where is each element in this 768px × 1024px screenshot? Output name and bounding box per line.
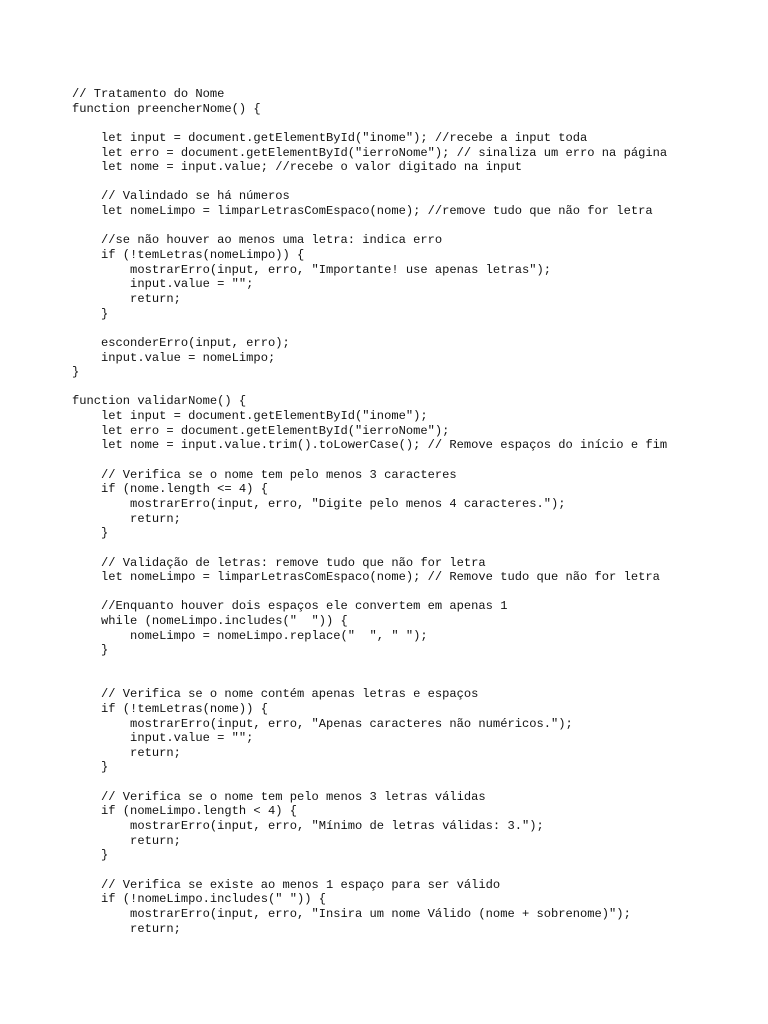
code-line: // Validação de letras: remove tudo que não for letra	[72, 555, 486, 570]
code-line: //se não houver ao menos uma letra: indica erro	[72, 233, 443, 248]
code-line: mostrarErro(input, erro, "Apenas caracteres não numéricos.");	[72, 716, 573, 731]
code-line: let nomeLimpo = limparLetrasComEspaco(nome); //remove tudo que não for letra	[72, 204, 653, 219]
code-line: let nomeLimpo = limparLetrasComEspaco(nome); // Remove tudo que não for letra	[72, 570, 660, 585]
code-line: input.value = "";	[72, 731, 254, 746]
code-line: return;	[72, 833, 181, 848]
code-line: mostrarErro(input, erro, "Mínimo de letras válidas: 3.");	[72, 819, 544, 834]
code-line: //Enquanto houver dois espaços ele convertem em apenas 1	[72, 599, 508, 614]
code-line: }	[72, 643, 109, 658]
code-line: return;	[72, 511, 181, 526]
code-listing	[72, 87, 667, 936]
code-line: }	[72, 760, 109, 775]
code-line: esconderErro(input, erro);	[72, 335, 290, 350]
code-line: }	[72, 365, 80, 380]
code-line: return;	[72, 921, 181, 936]
code-line	[72, 321, 667, 336]
code-line: function preencherNome() {	[72, 101, 261, 116]
code-line: mostrarErro(input, erro, "Insira um nome Válido (nome + sobrenome)");	[72, 906, 631, 921]
code-line: let nome = input.value.trim().toLowerCase(); // Remove espaços do início e fim	[72, 438, 668, 453]
code-line	[72, 673, 667, 688]
code-line	[72, 585, 667, 600]
code-line: mostrarErro(input, erro, "Digite pelo menos 4 caracteres.");	[72, 496, 566, 511]
code-line: if (!nomeLimpo.includes(" ")) {	[72, 892, 327, 907]
code-line: // Verifica se o nome tem pelo menos 3 caracteres	[72, 467, 457, 482]
code-line	[72, 658, 667, 673]
code-line: if (!temLetras(nome)) {	[72, 701, 268, 716]
code-line: // Verifica se o nome contém apenas letras e espaços	[72, 687, 479, 702]
code-line: mostrarErro(input, erro, "Importante! use apenas letras");	[72, 262, 551, 277]
code-line: input.value = "";	[72, 277, 254, 292]
code-line: // Valindado se há números	[72, 189, 290, 204]
code-line: return;	[72, 745, 181, 760]
code-line: while (nomeLimpo.includes(" ")) {	[72, 614, 348, 629]
code-line: nomeLimpo = nomeLimpo.replace(" ", " ");	[72, 628, 428, 643]
code-line: if (!temLetras(nomeLimpo)) {	[72, 248, 305, 263]
code-line: let input = document.getElementById("inome"); //recebe a input toda	[72, 130, 588, 145]
code-line	[72, 116, 667, 131]
code-line: if (nomeLimpo.length < 4) {	[72, 804, 297, 819]
code-line	[72, 541, 667, 556]
code-line: return;	[72, 291, 181, 306]
code-line	[72, 175, 667, 190]
code-line	[72, 219, 667, 234]
code-line: // Verifica se existe ao menos 1 espaço para ser válido	[72, 877, 501, 892]
code-line: function validarNome() {	[72, 394, 247, 409]
code-line: let erro = document.getElementById("ierroNome");	[72, 423, 450, 438]
code-line: let erro = document.getElementById("ierroNome"); // sinaliza um erro na página	[72, 145, 668, 160]
code-line	[72, 380, 667, 395]
code-line: let input = document.getElementById("inome");	[72, 409, 428, 424]
code-line: if (nome.length <= 4) {	[72, 482, 268, 497]
code-line	[72, 453, 667, 468]
code-line: }	[72, 848, 109, 863]
code-line: input.value = nomeLimpo;	[72, 350, 276, 365]
code-line	[72, 863, 667, 878]
code-line	[72, 775, 667, 790]
code-line: let nome = input.value; //recebe o valor digitado na input	[72, 160, 522, 175]
code-line: // Verifica se o nome tem pelo menos 3 letras válidas	[72, 789, 486, 804]
code-line: }	[72, 526, 109, 541]
code-line: // Tratamento do Nome	[72, 87, 225, 101]
code-line: }	[72, 306, 109, 321]
